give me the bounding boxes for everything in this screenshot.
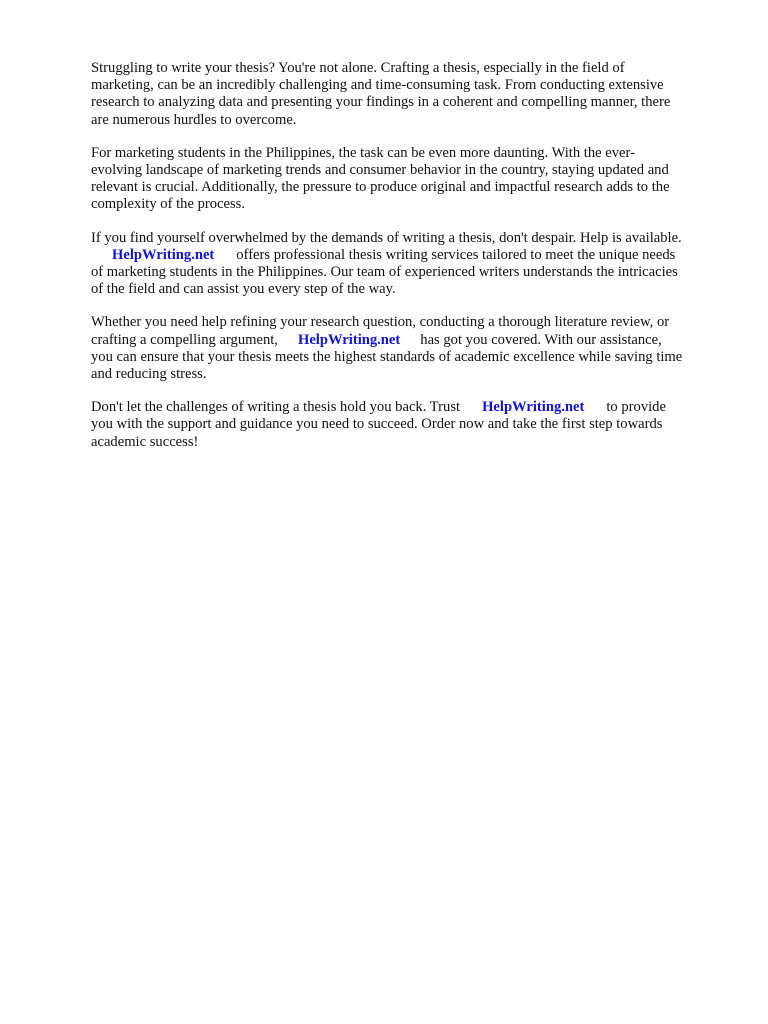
text-fragment: has got you covered. With our assistance, (420, 331, 662, 348)
text-fragment: crafting a compelling argument, (91, 331, 278, 348)
text-line: evolving landscape of marketing trends and consumer behavior in the country, staying updated and (91, 162, 669, 179)
text-fragment: offers professional thesis writing services tailored to meet the unique needs (236, 246, 676, 263)
text-line: If you find yourself overwhelmed by the demands of writing a thesis, don't despair. Help is available. (91, 229, 682, 246)
text-line: of marketing students in the Philippines. Our team of experienced writers understands the intricacies (91, 264, 678, 281)
text-line (91, 332, 731, 349)
helpwriting-link[interactable]: HelpWriting.net (297, 331, 401, 348)
text-line: you can ensure that your thesis meets the highest standards of academic excellence while saving time (91, 348, 683, 365)
text-line: research to analyzing data and presenting your findings in a coherent and compelling manner, there (91, 94, 671, 111)
text-line: you with the support and guidance you need to succeed. Order now and take the first step towards (91, 416, 663, 433)
text-fragment: Don't let the challenges of writing a thesis hold you back. Trust (91, 399, 461, 416)
text-line (91, 247, 731, 264)
text-line: complexity of the process. (91, 196, 246, 213)
paragraph-philippines (91, 145, 731, 214)
text-line: Struggling to write your thesis? You're not alone. Crafting a thesis, especially in the field of (91, 60, 625, 76)
text-line: relevant is crucial. Additionally, the pressure to produce original and impactful research adds to the (91, 179, 670, 196)
paragraph-closing (91, 399, 731, 451)
helpwriting-link[interactable]: HelpWriting.net (482, 399, 585, 416)
paragraph-whether (91, 314, 731, 383)
text-fragment: to provide (606, 399, 666, 416)
text-line: Whether you need help refining your research question, conducting a thorough literature review, or (91, 314, 670, 331)
text-line (91, 399, 731, 416)
text-line: of the field and can assist you every step of the way. (91, 281, 396, 298)
text-line: and reducing stress. (91, 366, 207, 383)
paragraph-help-available (91, 230, 731, 299)
text-line: are numerous hurdles to overcome. (91, 111, 297, 128)
paragraph-intro (91, 60, 731, 129)
document-body (91, 60, 731, 467)
helpwriting-link[interactable]: HelpWriting.net (112, 246, 215, 263)
text-line: academic success! (91, 433, 199, 450)
text-line: marketing, can be an incredibly challenging and time-consuming task. From conducting extensive (91, 77, 664, 94)
text-line: For marketing students in the Philippines, the task can be even more daunting. With the ever- (91, 144, 635, 161)
